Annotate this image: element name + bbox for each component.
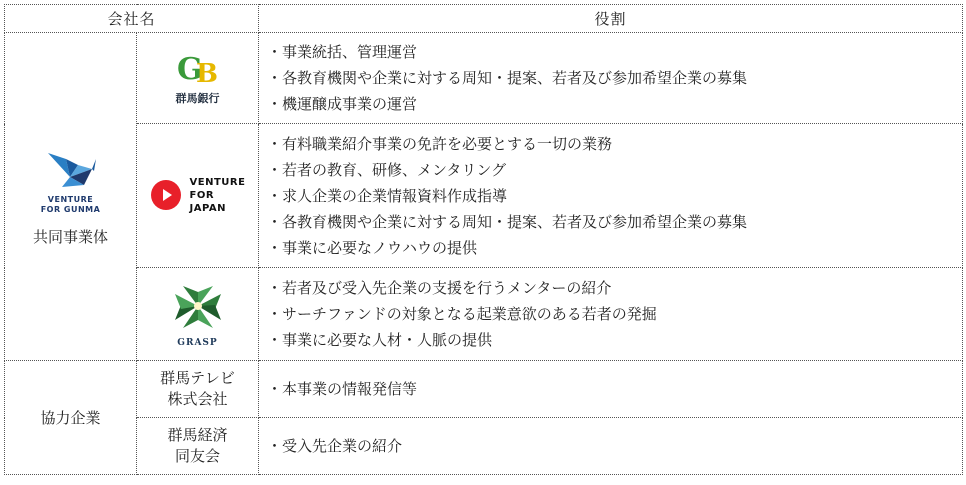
table-row xyxy=(5,268,963,361)
role-list xyxy=(267,376,962,402)
table-row xyxy=(5,33,963,124)
gunma-bank-name: 群馬銀行 xyxy=(175,91,220,105)
play-circle-icon xyxy=(150,179,182,211)
org-name-line2: 同友会 xyxy=(175,447,221,465)
joint-venture-group xyxy=(5,33,137,361)
header-company: 会社名 xyxy=(5,5,259,33)
header-role: 役割 xyxy=(259,5,963,33)
table-header-row xyxy=(5,5,963,33)
role-list xyxy=(267,39,962,117)
grasp-logo-cell xyxy=(137,268,259,361)
vfj-logo-line1: VENTURE xyxy=(189,176,246,188)
roles-cell-gunma-tv xyxy=(259,361,963,418)
roles-cell-vfj xyxy=(259,124,963,268)
vfj-logo-text xyxy=(190,176,246,215)
list-item: ・ 事業に必要なノウハウの提供 xyxy=(267,235,962,261)
org-name-line1: 群馬経済 xyxy=(167,426,228,444)
role-list xyxy=(267,275,962,353)
joint-venture-label: 共同事業体 xyxy=(32,227,108,246)
list-item: ・ サーチファンドの対象となる起業意欲のある若者の発掘 xyxy=(267,301,962,327)
table-row xyxy=(5,124,963,268)
roles-cell-gunma-doyukai xyxy=(259,418,963,475)
list-item: ・ 事業統括、管理運営 xyxy=(267,39,962,65)
list-item: ・ 各教育機関や企業に対する周知・提案、若者及び参加希望企業の募集 xyxy=(267,65,962,91)
cooperation-label: 協力企業 xyxy=(40,409,101,427)
roles-cell-gunma-bank xyxy=(259,33,963,124)
list-item: ・ 本事業の情報発信等 xyxy=(267,376,962,402)
list-item: ・ 求人企業の企業情報資料作成指導 xyxy=(267,183,962,209)
roles-cell-grasp xyxy=(259,268,963,361)
cooperation-group xyxy=(5,361,137,475)
list-item: ・ 若者の教育、研修、メンタリング xyxy=(267,157,962,183)
list-item: ・ 受入先企業の紹介 xyxy=(267,433,962,459)
role-list xyxy=(267,131,962,261)
roles-table xyxy=(4,4,963,475)
gb-mark-icon xyxy=(175,51,221,85)
vfg-logo-line2: FOR GUNMA xyxy=(40,204,101,214)
list-item: ・ 事業に必要な人材・人脈の提供 xyxy=(267,327,962,353)
table-row xyxy=(5,361,963,418)
list-item: ・ 若者及び受入先企業の支援を行うメンターの紹介 xyxy=(267,275,962,301)
gunma-bank-logo xyxy=(175,51,221,106)
list-item: ・ 各教育機関や企業に対する周知・提案、若者及び参加希望企業の募集 xyxy=(267,209,962,235)
vfg-logo-line1: VENTURE xyxy=(47,194,94,204)
svg-text:G: G xyxy=(176,51,203,85)
vfj-logo-cell xyxy=(137,124,259,268)
role-list xyxy=(267,433,962,459)
venture-for-gunma-logo xyxy=(41,147,101,215)
gunma-doyukai-cell xyxy=(137,418,259,475)
grasp-name: GRASP xyxy=(177,337,218,348)
clover-icon xyxy=(169,280,227,332)
org-name-line2: 株式会社 xyxy=(167,390,228,408)
gunma-bank-logo-cell xyxy=(137,33,259,124)
table-row xyxy=(5,418,963,475)
list-item: ・ 有料職業紹介事業の免許を必要とする一切の業務 xyxy=(267,131,962,157)
svg-text:B: B xyxy=(195,58,218,85)
vfj-logo-line2: FOR xyxy=(189,189,215,201)
org-name-line1: 群馬テレビ xyxy=(160,369,235,387)
gunma-tv-cell xyxy=(137,361,259,418)
list-item: ・ 機運醸成事業の運営 xyxy=(267,91,962,117)
venture-for-japan-logo xyxy=(150,176,246,215)
vfj-logo-line3: JAPAN xyxy=(189,202,227,214)
crane-icon xyxy=(44,147,98,191)
grasp-logo xyxy=(169,280,227,348)
